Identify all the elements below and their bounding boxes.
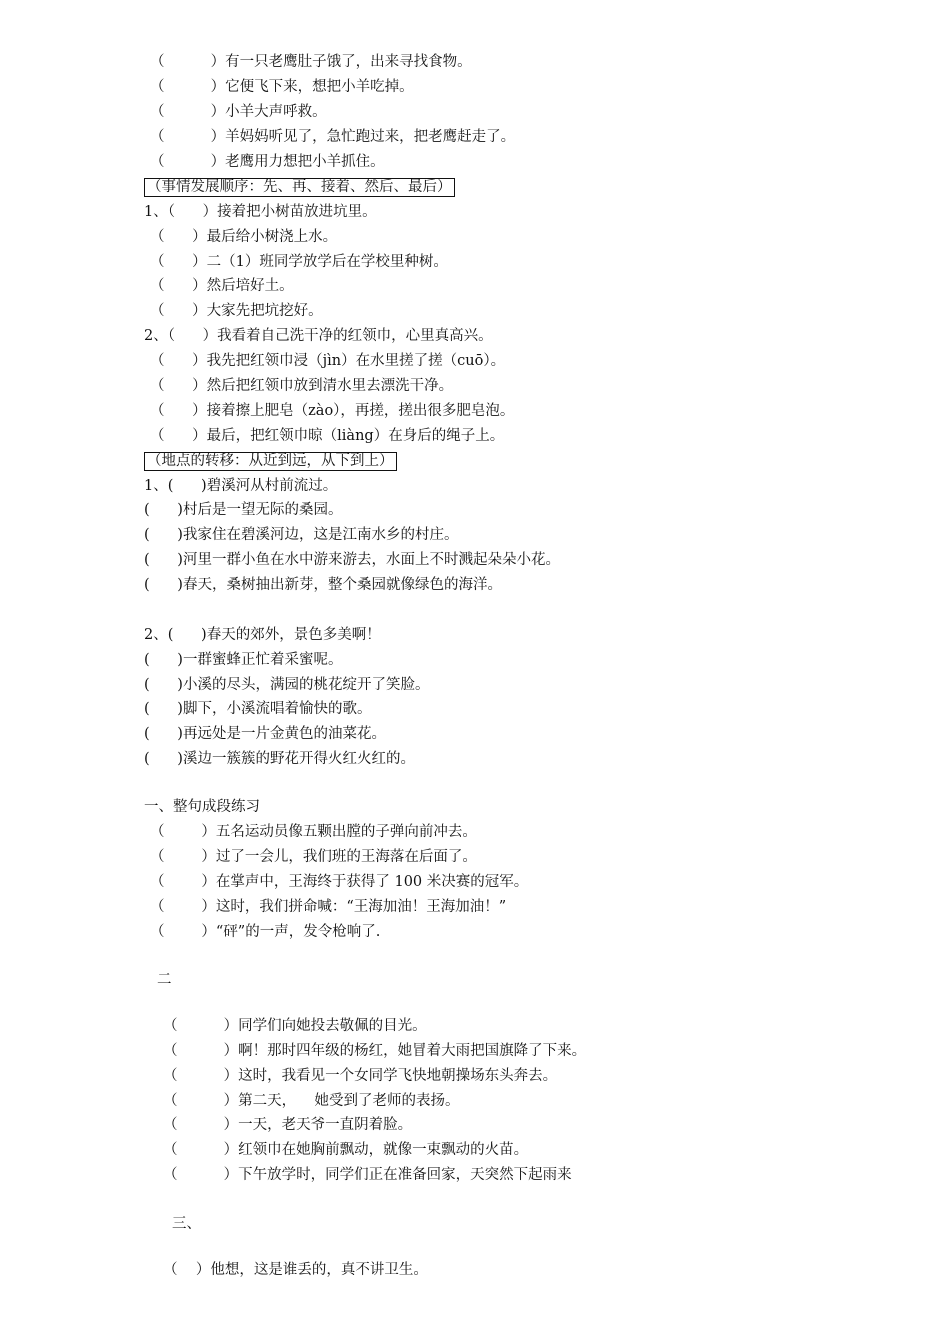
place-hint-box: （地点的转移：从近到远，从下到上）	[144, 452, 397, 471]
flag-line-5: （ ）一天，老天爷一直阴着脸。	[163, 1117, 413, 1133]
tree-line-5: （ ）大家先把坑挖好。	[150, 303, 323, 319]
scarf-line-1: 2、（ ）我看着自己洗干净的红领巾，心里真高兴。	[144, 328, 493, 344]
eagle-line-5: （ ）老鹰用力想把小羊抓住。	[150, 154, 385, 170]
creek-line-3: ( )我家住在碧溪河边，这是江南水乡的村庄。	[144, 527, 459, 543]
spring-line-1: 2、( )春天的郊外，景色多美啊！	[144, 627, 381, 643]
tree-line-4: （ ）然后培好土。	[150, 278, 294, 294]
eagle-line-2: （ ）它便飞下来，想把小羊吃掉。	[150, 79, 414, 95]
tree-line-1: 1、（ ）接着把小树苗放进坑里。	[144, 204, 377, 220]
creek-line-5: ( )春天，桑树抽出新芽，整个桑园就像绿色的海洋。	[144, 577, 502, 593]
flag-line-2: （ ）啊！那时四年级的杨红，她冒着大雨把国旗降了下来。	[163, 1043, 587, 1059]
scarf-line-4: （ ）接着擦上肥皂（zào），再搓，搓出很多肥皂泡。	[150, 403, 515, 419]
eagle-line-4: （ ）羊妈妈听见了，急忙跑过来，把老鹰赶走了。	[150, 129, 516, 145]
creek-line-1: 1、( )碧溪河从村前流过。	[144, 478, 338, 494]
scarf-line-2: （ ）我先把红领巾浸（jìn）在水里搓了搓（cuō）。	[150, 353, 506, 369]
race-line-1: （ ）五名运动员像五颗出膛的子弹向前冲去。	[150, 824, 477, 840]
creek-line-4: ( )河里一群小鱼在水中游来游去，水面上不时溅起朵朵小花。	[144, 552, 560, 568]
spring-line-2: ( )一群蜜蜂正忙着采蜜呢。	[144, 652, 343, 668]
sequence-hint-box: （事情发展顺序：先、再、接着、然后、最后）	[144, 178, 455, 197]
spring-line-6: ( )溪边一簇簇的野花开得火红火红的。	[144, 751, 415, 767]
section-two-title: 二	[157, 972, 172, 988]
eagle-line-1: （ ）有一只老鹰肚子饿了，出来寻找食物。	[150, 54, 472, 70]
scarf-line-3: （ ）然后把红领巾放到清水里去漂洗干净。	[150, 378, 454, 394]
scarf-line-5: （ ）最后，把红领巾晾（liàng）在身后的绳子上。	[150, 428, 505, 444]
race-line-4: （ ）这时，我们拼命喊：“王海加油！王海加油！”	[150, 899, 507, 915]
section-three-title: 三、	[172, 1216, 201, 1232]
eagle-line-3: （ ）小羊大声呼救。	[150, 104, 327, 120]
tree-line-3: （ ）二（1）班同学放学后在学校里种树。	[150, 254, 448, 270]
flag-line-3: （ ）这时，我看见一个女同学飞快地朝操场东头奔去。	[163, 1068, 558, 1084]
flag-line-4: （ ）第二天， 她受到了老师的表扬。	[163, 1093, 460, 1109]
spring-line-4: ( )脚下，小溪流唱着愉快的歌。	[144, 701, 372, 717]
spring-line-3: ( )小溪的尽头，满园的桃花绽开了笑脸。	[144, 677, 430, 693]
spring-line-5: ( )再远处是一片金黄色的油菜花。	[144, 726, 386, 742]
hygiene-line-1: （ ）他想，这是谁丢的，真不讲卫生。	[163, 1262, 428, 1278]
race-line-2: （ ）过了一会儿，我们班的王海落在后面了。	[150, 849, 477, 865]
flag-line-1: （ ）同学们向她投去敬佩的目光。	[163, 1018, 427, 1034]
section-one-title: 一、整句成段练习	[144, 799, 260, 815]
race-line-5: （ ）“砰”的一声，发令枪响了.	[150, 924, 381, 940]
creek-line-2: ( )村后是一望无际的桑园。	[144, 502, 343, 518]
tree-line-2: （ ）最后给小树浇上水。	[150, 229, 338, 245]
flag-line-6: （ ）红领巾在她胸前飘动，就像一束飘动的火苗。	[163, 1142, 529, 1158]
flag-line-7: （ ）下午放学时，同学们正在准备回家，天突然下起雨来	[163, 1167, 572, 1183]
race-line-3: （ ）在掌声中，王海终于获得了 100 米决赛的冠军。	[150, 874, 529, 890]
